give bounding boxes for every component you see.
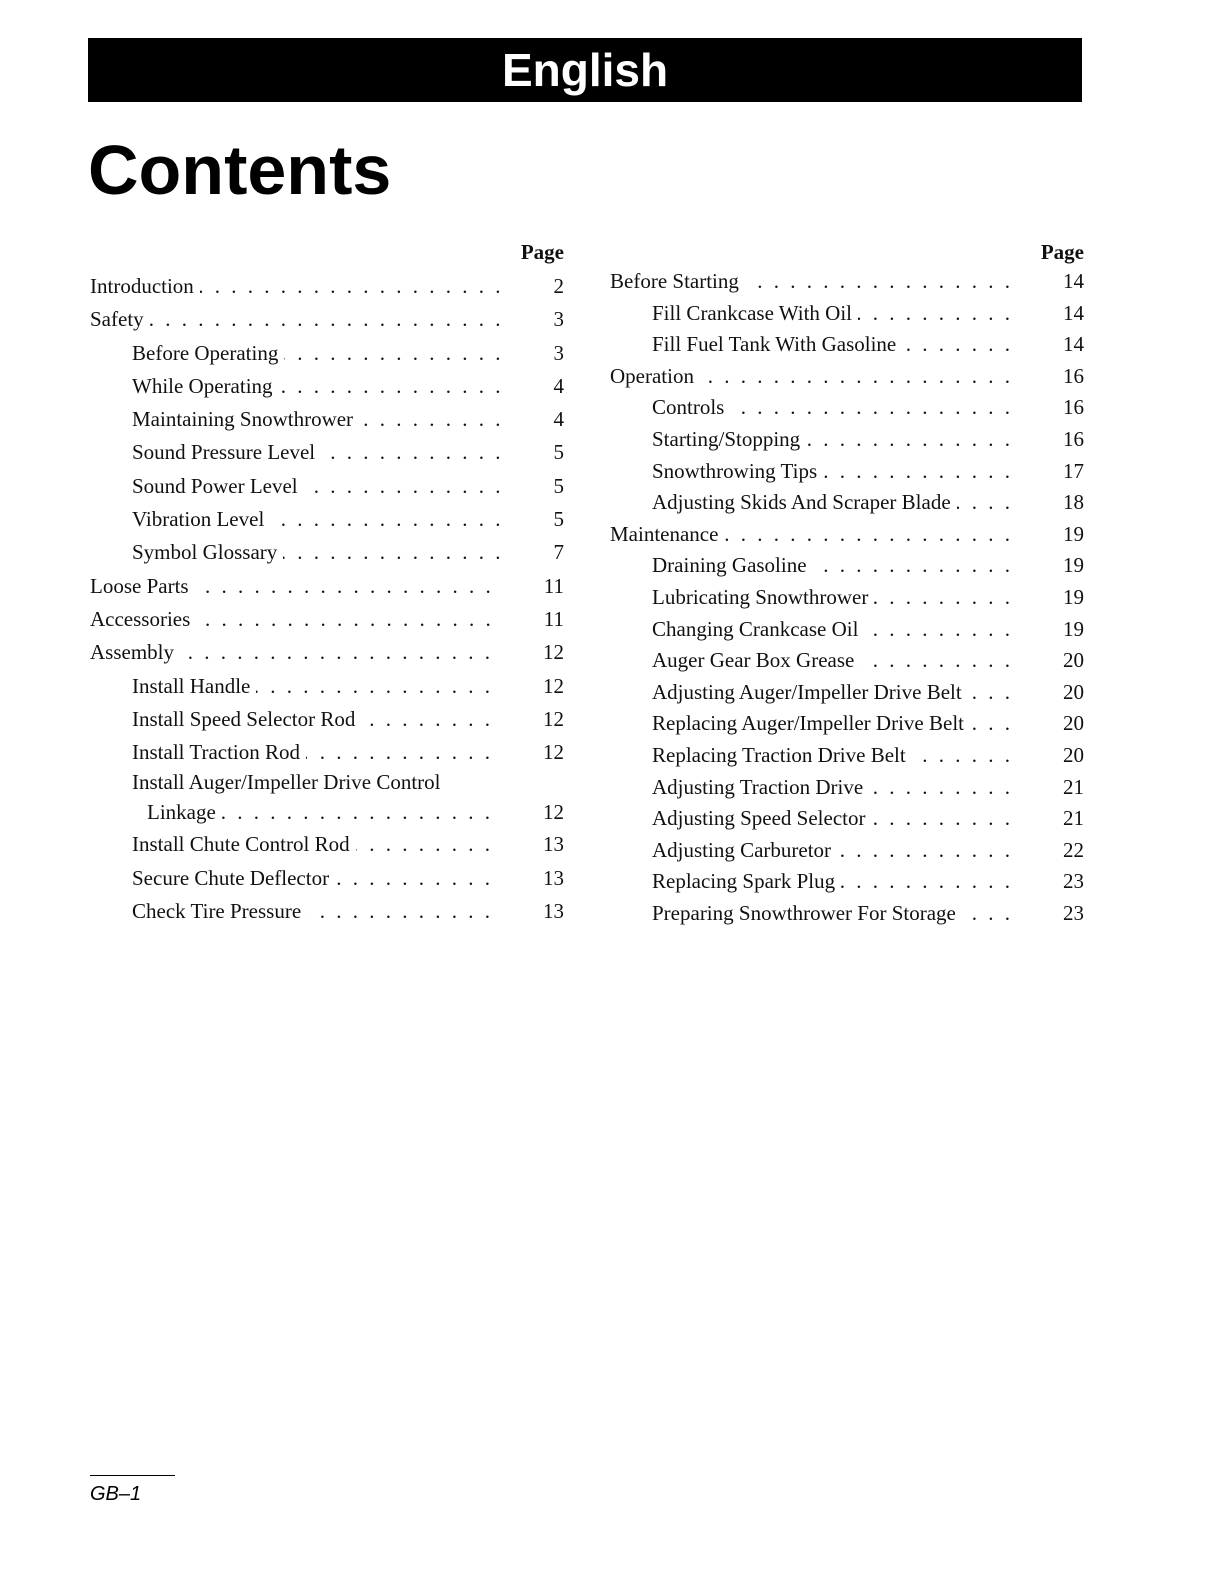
toc-entry[interactable] bbox=[610, 582, 1084, 614]
toc-entry[interactable] bbox=[90, 769, 564, 828]
toc-entry-label: Draining Gasoline bbox=[652, 553, 807, 578]
toc-entry-page: 5 bbox=[553, 507, 564, 532]
toc-entry[interactable] bbox=[90, 337, 564, 370]
toc-entry-label: Symbol Glossary bbox=[132, 540, 278, 565]
toc-entry-label: Check Tire Pressure bbox=[132, 899, 302, 924]
toc-entry[interactable] bbox=[90, 703, 564, 736]
toc-entry-label: Maintenance bbox=[610, 521, 719, 546]
toc-entry-label: Loose Parts bbox=[90, 573, 189, 598]
toc-entry[interactable] bbox=[610, 740, 1084, 772]
toc-entry[interactable] bbox=[610, 614, 1084, 646]
toc-entry[interactable] bbox=[90, 403, 564, 436]
toc-entry-page: 5 bbox=[553, 473, 564, 498]
page-column-header: Page bbox=[1040, 240, 1084, 264]
leader-dots bbox=[150, 303, 504, 336]
toc-entry[interactable] bbox=[610, 487, 1084, 519]
toc-entry-label: Sound Pressure Level bbox=[132, 440, 316, 465]
toc-entry-page: 13 bbox=[543, 865, 564, 890]
leader-dots bbox=[256, 670, 493, 703]
footer-page-number: GB–1 bbox=[90, 1483, 142, 1505]
toc-entry[interactable] bbox=[610, 266, 1084, 298]
leader-dots bbox=[813, 550, 1013, 582]
leader-dots bbox=[970, 708, 1013, 740]
toc-entry-page: 3 bbox=[553, 307, 564, 332]
toc-entry-page: 19 bbox=[1063, 584, 1084, 609]
toc-entry[interactable] bbox=[610, 645, 1084, 677]
toc-entry-label: Install Auger/Impeller Drive Control bbox=[132, 770, 441, 795]
toc-entry[interactable] bbox=[90, 862, 564, 895]
toc-entry[interactable] bbox=[610, 550, 1084, 582]
toc-entry[interactable] bbox=[610, 361, 1084, 393]
toc-entry-label: Fill Crankcase With Oil bbox=[652, 300, 852, 325]
toc-entry-label: While Operating bbox=[132, 373, 273, 398]
toc-list-left bbox=[90, 270, 564, 769]
leader-dots bbox=[864, 614, 1013, 646]
toc-entry-label: Linkage bbox=[147, 800, 216, 825]
toc-entry-label: Before Starting bbox=[610, 269, 739, 293]
toc-entry-label: Fill Fuel Tank With Gasoline bbox=[652, 332, 897, 357]
toc-entry-page: 17 bbox=[1063, 458, 1084, 483]
leader-dots bbox=[359, 403, 503, 436]
toc-entry[interactable] bbox=[90, 536, 564, 569]
toc-entry-page: 11 bbox=[543, 573, 564, 598]
toc-entry[interactable] bbox=[90, 670, 564, 703]
toc-entry-label: Assembly bbox=[90, 640, 174, 665]
leader-dots bbox=[284, 337, 503, 370]
leader-dots bbox=[200, 270, 504, 303]
toc-entry-page: 19 bbox=[1063, 616, 1084, 641]
toc-entry-page: 12 bbox=[543, 800, 564, 825]
toc-entry-label: Install Speed Selector Rod bbox=[132, 706, 356, 731]
leader-dots bbox=[356, 828, 493, 861]
leader-dots bbox=[962, 898, 1013, 930]
toc-entry[interactable] bbox=[610, 519, 1084, 551]
toc-entry-page: 14 bbox=[1063, 300, 1084, 325]
toc-entry-page: 21 bbox=[1063, 806, 1084, 831]
toc-entry-page: 12 bbox=[543, 640, 564, 665]
leader-dots bbox=[321, 436, 503, 469]
toc-entry[interactable] bbox=[90, 303, 564, 336]
toc-entry-label: Auger Gear Box Grease bbox=[652, 648, 855, 673]
toc-entry-page: 2 bbox=[553, 274, 564, 298]
toc-entry-label: Preparing Snowthrower For Storage bbox=[652, 900, 956, 925]
toc-entry[interactable] bbox=[610, 835, 1084, 867]
leader-dots bbox=[222, 796, 493, 828]
leader-dots bbox=[869, 772, 1013, 804]
toc-entry[interactable] bbox=[90, 603, 564, 636]
toc-entry-page: 3 bbox=[553, 340, 564, 365]
toc-entry-label: Changing Crankcase Oil bbox=[652, 616, 859, 641]
toc-entry[interactable] bbox=[90, 895, 564, 928]
toc-entry-page: 16 bbox=[1063, 363, 1084, 388]
leader-dots bbox=[912, 740, 1013, 772]
leader-dots bbox=[306, 736, 493, 769]
toc-entry-page: 20 bbox=[1063, 648, 1084, 673]
toc-entry-page: 22 bbox=[1063, 837, 1084, 862]
toc-entry[interactable] bbox=[610, 898, 1084, 930]
toc-entry-label: Install Traction Rod bbox=[132, 740, 301, 765]
toc-entry[interactable] bbox=[610, 866, 1084, 898]
leader-dots bbox=[874, 582, 1013, 614]
toc-entry-page: 20 bbox=[1063, 711, 1084, 736]
leader-dots bbox=[724, 519, 1013, 551]
leader-dots bbox=[841, 866, 1013, 898]
toc-entry[interactable] bbox=[90, 270, 564, 303]
leader-dots bbox=[823, 456, 1013, 488]
toc-entry[interactable] bbox=[90, 636, 564, 669]
leader-dots bbox=[957, 487, 1013, 519]
toc-list-left-after bbox=[90, 828, 564, 928]
toc-entry[interactable] bbox=[610, 708, 1084, 740]
leader-dots bbox=[283, 536, 503, 569]
toc-entry-label: Replacing Traction Drive Belt bbox=[652, 742, 906, 767]
toc-entry[interactable] bbox=[610, 424, 1084, 456]
leader-dots bbox=[307, 895, 493, 928]
toc-entry-label: Adjusting Skids And Scraper Blade bbox=[652, 490, 951, 515]
leader-dots bbox=[279, 370, 504, 403]
toc-entry[interactable] bbox=[610, 392, 1084, 424]
toc-entry[interactable] bbox=[90, 370, 564, 403]
leader-dots bbox=[858, 298, 1013, 330]
toc-entry-label: Adjusting Carburetor bbox=[652, 837, 832, 862]
leader-dots bbox=[806, 424, 1013, 456]
toc-entry-label: Replacing Auger/Impeller Drive Belt bbox=[652, 711, 964, 736]
toc-entry[interactable] bbox=[610, 298, 1084, 330]
toc-entry-label: Introduction bbox=[90, 274, 194, 298]
toc-entry[interactable] bbox=[90, 736, 564, 769]
toc-entry-page: 4 bbox=[553, 407, 564, 432]
toc-entry-label: Snowthrowing Tips bbox=[652, 458, 818, 483]
toc-entry-label: Vibration Level bbox=[132, 507, 265, 532]
toc-entry-label: Operation bbox=[610, 363, 694, 388]
leader-dots bbox=[270, 503, 503, 536]
toc-entry-page: 21 bbox=[1063, 774, 1084, 799]
toc-entry-label: Install Handle bbox=[132, 673, 251, 698]
toc-list-right bbox=[610, 266, 1084, 929]
leader-dots bbox=[361, 703, 493, 736]
toc-entry-label: Sound Power Level bbox=[132, 473, 298, 498]
toc-entry[interactable] bbox=[610, 803, 1084, 835]
toc-entry-label: Adjusting Auger/Impeller Drive Belt bbox=[652, 679, 962, 704]
leader-dots bbox=[335, 862, 493, 895]
leader-dots bbox=[902, 329, 1013, 361]
leader-dots bbox=[180, 636, 493, 669]
toc-entry-page: 11 bbox=[543, 606, 564, 631]
toc-entry-label: Controls bbox=[652, 395, 725, 420]
leader-dots bbox=[871, 803, 1013, 835]
toc-entry-page: 20 bbox=[1063, 679, 1084, 704]
toc-entry-page: 23 bbox=[1063, 900, 1084, 925]
toc-entry-page: 12 bbox=[543, 673, 564, 698]
toc-entry-page: 4 bbox=[553, 373, 564, 398]
toc-entry-label: Lubricating Snowthrower bbox=[652, 584, 869, 609]
toc-entry-page: 12 bbox=[543, 740, 564, 765]
toc-entry[interactable] bbox=[90, 828, 564, 861]
toc-entry-label: Adjusting Speed Selector bbox=[652, 806, 866, 831]
toc-left-column bbox=[90, 236, 564, 928]
page-title: Contents bbox=[88, 131, 392, 209]
leader-dots bbox=[837, 835, 1013, 867]
toc-entry-page: 13 bbox=[543, 899, 564, 924]
toc-entry-label: Starting/Stopping bbox=[652, 426, 801, 451]
toc-entry-page: 18 bbox=[1063, 490, 1084, 515]
language-banner: English bbox=[88, 38, 1082, 102]
leader-dots bbox=[195, 570, 494, 603]
leader-dots bbox=[700, 361, 1013, 393]
toc-entry-page: 19 bbox=[1063, 521, 1084, 546]
toc-entry[interactable] bbox=[90, 570, 564, 603]
toc-entry-page: 20 bbox=[1063, 742, 1084, 767]
toc-entry-page: 13 bbox=[543, 832, 564, 857]
page-column-header: Page bbox=[520, 240, 564, 264]
toc-entry[interactable] bbox=[90, 436, 564, 469]
toc-entry-label: Adjusting Traction Drive bbox=[652, 774, 864, 799]
toc-entry-label: Accessories bbox=[90, 606, 191, 631]
toc-entry[interactable] bbox=[610, 772, 1084, 804]
toc-entry[interactable] bbox=[90, 470, 564, 503]
toc-entry-label: Before Operating bbox=[132, 340, 279, 365]
toc-entry-page: 19 bbox=[1063, 553, 1084, 578]
leader-dots bbox=[730, 392, 1013, 424]
leader-dots bbox=[196, 603, 493, 636]
toc-entry-page: 14 bbox=[1063, 269, 1084, 293]
leader-dots bbox=[860, 645, 1013, 677]
toc-entry-page: 12 bbox=[543, 706, 564, 731]
toc-entry-label: Secure Chute Deflector bbox=[132, 865, 330, 890]
leader-dots bbox=[968, 677, 1013, 709]
toc-entry-page: 7 bbox=[553, 540, 564, 565]
toc-entry-page: 23 bbox=[1063, 869, 1084, 894]
toc-entry[interactable] bbox=[610, 456, 1084, 488]
toc-entry-page: 5 bbox=[553, 440, 564, 465]
toc-entry[interactable] bbox=[90, 503, 564, 536]
toc-entry-label: Install Chute Control Rod bbox=[132, 832, 350, 857]
toc-right-column bbox=[610, 236, 1084, 929]
leader-dots bbox=[745, 266, 1013, 298]
toc-entry[interactable] bbox=[610, 677, 1084, 709]
toc-entry-page: 16 bbox=[1063, 395, 1084, 420]
toc-entry-label: Maintaining Snowthrower bbox=[132, 407, 354, 432]
footer-rule bbox=[90, 1475, 175, 1476]
toc-entry[interactable] bbox=[610, 329, 1084, 361]
toc-entry-label: Safety bbox=[90, 307, 144, 332]
toc-entry-label: Replacing Spark Plug bbox=[652, 869, 836, 894]
toc-entry-page: 16 bbox=[1063, 426, 1084, 451]
toc-entry-page: 14 bbox=[1063, 332, 1084, 357]
leader-dots bbox=[304, 470, 504, 503]
